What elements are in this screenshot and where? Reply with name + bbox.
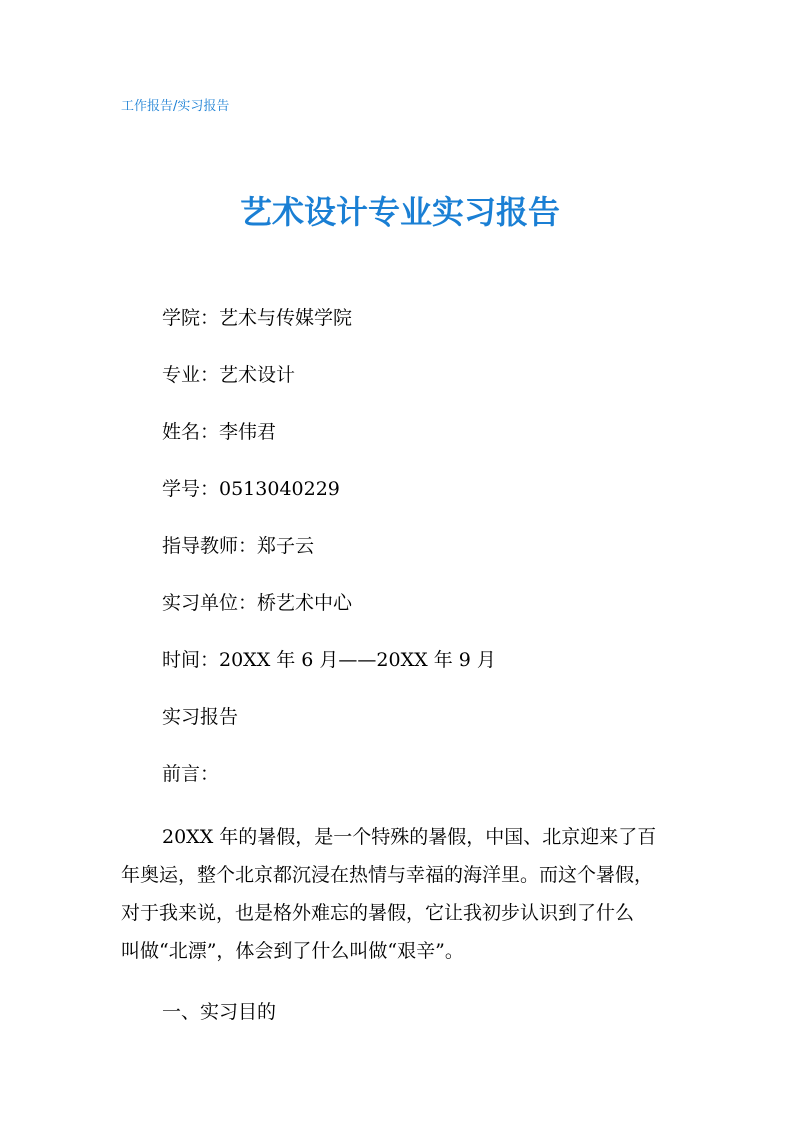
paragraph-line: 年奥运，整个北京都沉浸在热情与幸福的海洋里。而这个暑假， — [121, 864, 654, 886]
field-college: 学院：艺术与传媒学院 — [162, 307, 353, 329]
field-internship-unit: 实习单位：桥艺术中心 — [162, 592, 353, 614]
field-time: 时间：20XX 年 6 月——20XX 年 9 月 — [162, 649, 496, 671]
preface-paragraph — [121, 818, 681, 970]
paragraph-line: 叫做“北漂”，体会到了什么叫做“艰辛”。 — [121, 940, 464, 962]
field-student-id: 学号：0513040229 — [162, 478, 340, 500]
paragraph-line: 20XX 年的暑假，是一个特殊的暑假，中国、北京迎来了百 — [162, 826, 657, 848]
section-preface-heading: 前言： — [162, 763, 220, 785]
breadcrumb[interactable]: 工作报告/实习报告 — [121, 99, 230, 114]
field-name: 姓名：李伟君 — [162, 421, 277, 443]
paragraph-line: 对于我来说，也是格外难忘的暑假，它让我初步认识到了什么 — [121, 902, 635, 924]
section-report-heading: 实习报告 — [162, 706, 239, 728]
section-purpose-heading: 一、实习目的 — [162, 1001, 277, 1023]
page-title: 艺术设计专业实习报告 — [239, 193, 560, 231]
field-advisor: 指导教师：郑子云 — [162, 535, 315, 557]
field-major: 专业：艺术设计 — [162, 364, 296, 386]
